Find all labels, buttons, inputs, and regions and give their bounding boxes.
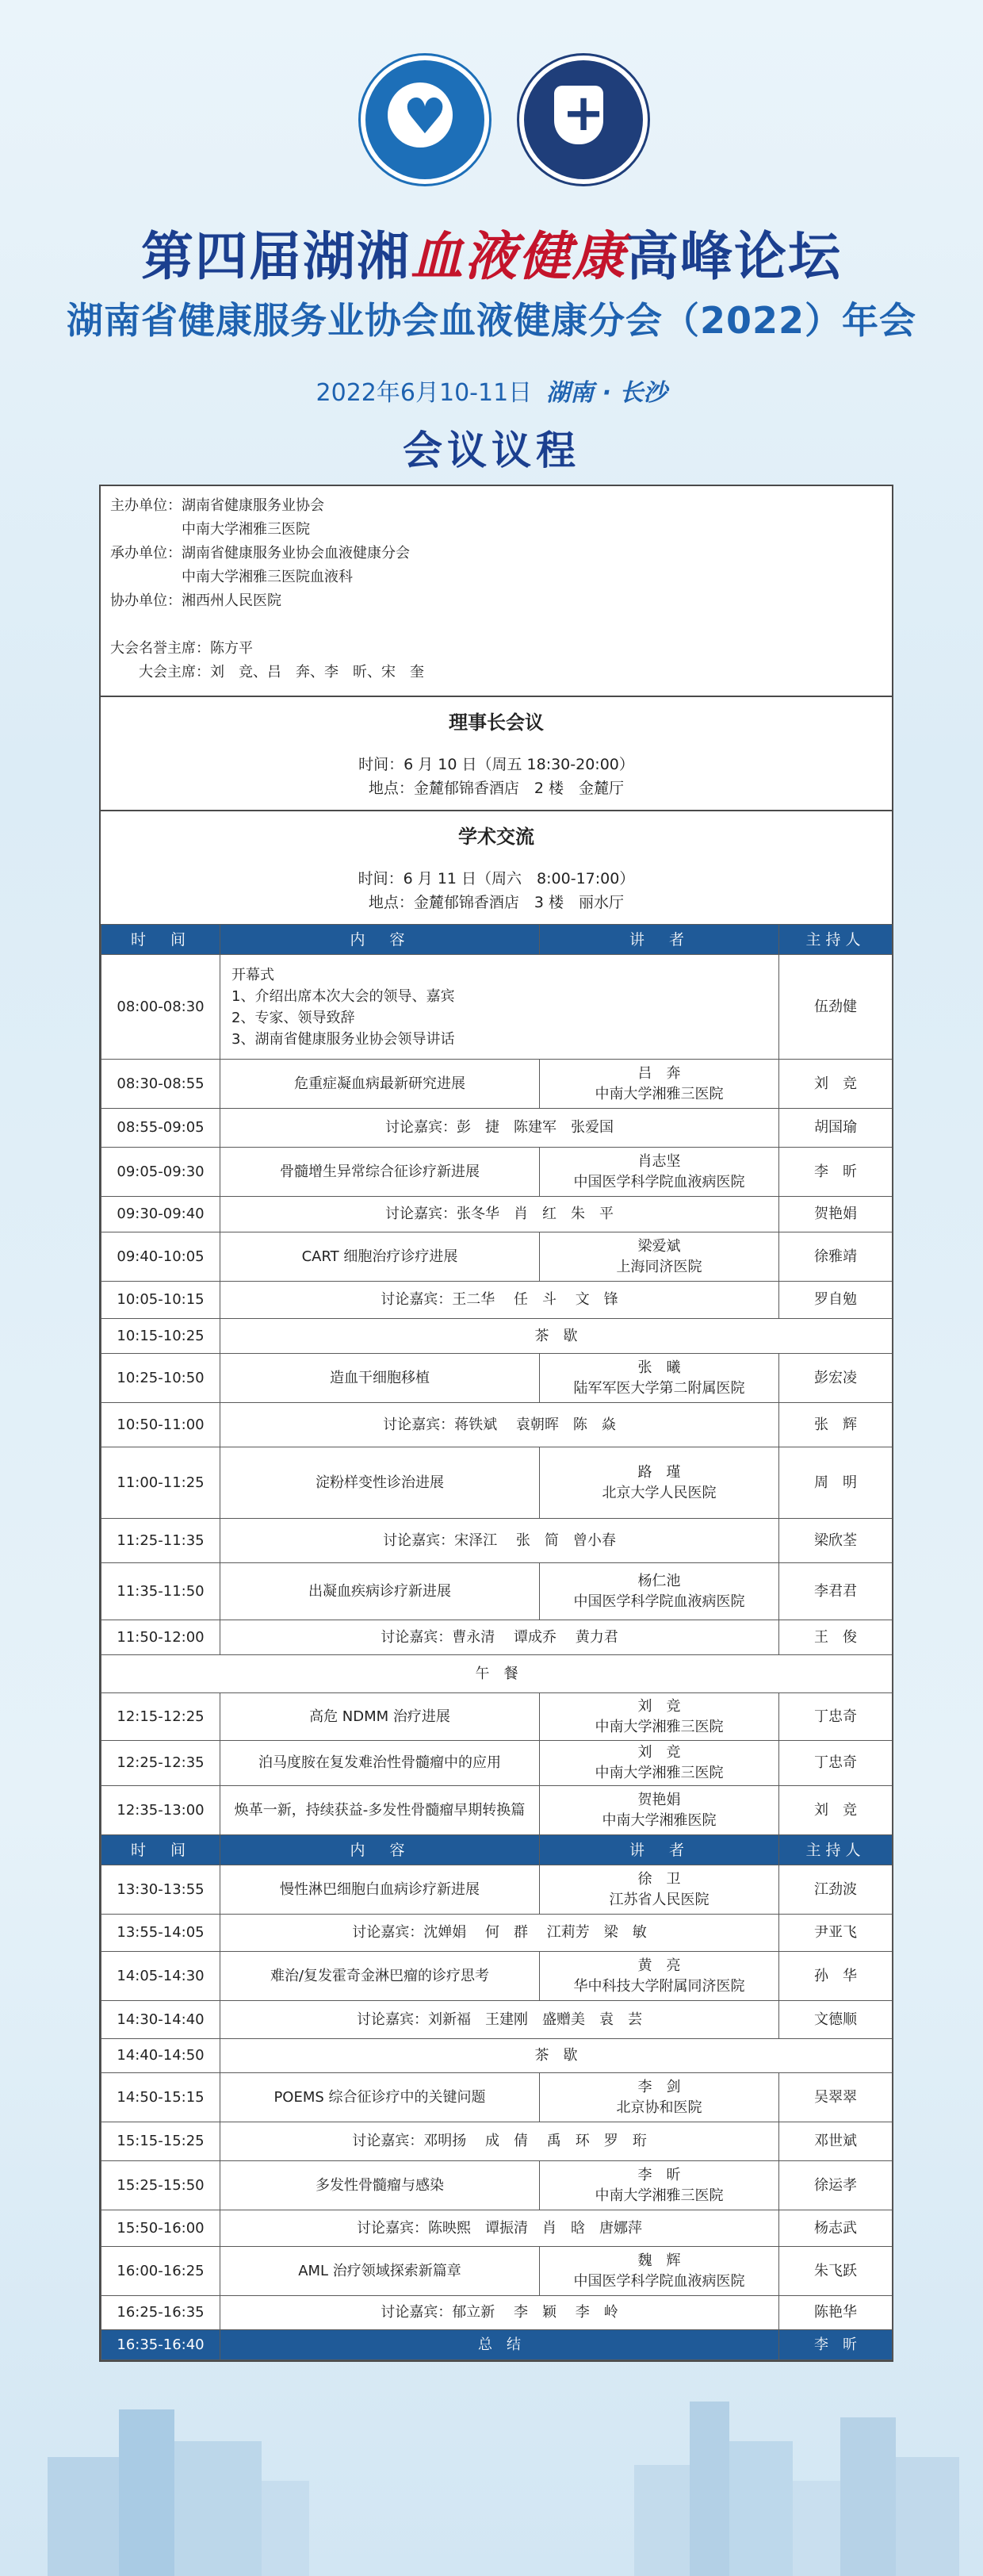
discussion-cell: 讨论嘉宾：彭 捷 陈建军 张爱国 bbox=[220, 1109, 779, 1148]
table-row bbox=[101, 1865, 893, 1915]
host-cell: 徐雅靖 bbox=[779, 1232, 893, 1282]
topic-cell: 出凝血疾病诊疗新进展 bbox=[220, 1563, 540, 1620]
time-cell: 12:15-12:25 bbox=[101, 1693, 220, 1741]
city-skyline bbox=[0, 2379, 983, 2576]
speaker-org: 北京大学人民医院 bbox=[602, 1484, 717, 1501]
time-cell: 16:25-16:35 bbox=[101, 2296, 220, 2330]
speaker-cell bbox=[540, 1693, 779, 1741]
host-cell: 朱飞跃 bbox=[779, 2247, 893, 2296]
discussion-cell: 讨论嘉宾：王二华 任 斗 文 锋 bbox=[220, 1282, 779, 1319]
speaker-name: 吕 奔 bbox=[637, 1064, 681, 1082]
table-row bbox=[101, 1620, 893, 1655]
host-cell: 李 昕 bbox=[779, 1148, 893, 1197]
discussion-cell: 讨论嘉宾：邓明扬 成 倩 禹 环 罗 珩 bbox=[220, 2122, 779, 2161]
board-meeting-title: 理事长会议 bbox=[449, 711, 544, 734]
board-meeting bbox=[101, 697, 892, 811]
association-logo-icon bbox=[361, 56, 489, 184]
speaker-name: 杨仁池 bbox=[637, 1572, 681, 1589]
topic-cell: 焕革一新，持续获益-多发性骨髓瘤早期转换篇 bbox=[220, 1786, 540, 1835]
forum-title bbox=[0, 214, 983, 289]
time-cell: 08:00-08:30 bbox=[101, 955, 220, 1060]
table-row bbox=[101, 1319, 893, 1354]
discussion-cell: 讨论嘉宾：曹永清 谭成乔 黄力君 bbox=[220, 1620, 779, 1655]
opening-row bbox=[101, 955, 893, 1060]
host-cell: 胡国瑜 bbox=[779, 1109, 893, 1148]
table-row bbox=[101, 2122, 893, 2161]
time-cell: 14:40-14:50 bbox=[101, 2039, 220, 2073]
speaker-org: 华中科技大学附属同济医院 bbox=[573, 1977, 745, 1995]
host-cell: 李 昕 bbox=[779, 2330, 893, 2360]
speaker-header: 讲 者 bbox=[540, 1835, 779, 1865]
table-row bbox=[101, 1952, 893, 2001]
speaker-name: 李 昕 bbox=[637, 2166, 681, 2183]
table-header-row bbox=[101, 1835, 893, 1865]
host-cell: 江劲波 bbox=[779, 1865, 893, 1915]
table-row bbox=[101, 1403, 893, 1447]
speaker-org: 陆军军医大学第二附属医院 bbox=[573, 1379, 745, 1397]
opening-content bbox=[220, 955, 779, 1060]
host-cell: 丁忠奇 bbox=[779, 1693, 893, 1741]
time-cell: 13:55-14:05 bbox=[101, 1915, 220, 1952]
time-header: 时 间 bbox=[101, 1835, 220, 1865]
academic-time: 时间：6 月 11 日（周六 8:00-17:00） bbox=[358, 870, 635, 887]
organizer-line: 中南大学湘雅三医院 bbox=[110, 521, 310, 538]
speaker-cell bbox=[540, 1354, 779, 1403]
break-cell: 茶 歇 bbox=[220, 2039, 893, 2073]
host-header: 主持人 bbox=[779, 925, 893, 955]
time-cell: 12:25-12:35 bbox=[101, 1741, 220, 1786]
speaker-name: 徐 卫 bbox=[637, 1870, 681, 1888]
board-meeting-place: 地点：金麓郁锦香酒店 2 楼 金麓厅 bbox=[368, 780, 625, 797]
organizer-line: 主办单位：湖南省健康服务业协会 bbox=[110, 497, 324, 514]
academic-title: 学术交流 bbox=[458, 826, 534, 848]
title-part1: 第四届湖湘 bbox=[141, 226, 411, 287]
speaker-cell bbox=[540, 1865, 779, 1915]
host-cell: 李君君 bbox=[779, 1563, 893, 1620]
meeting-city: 湖南 · 长沙 bbox=[546, 379, 667, 407]
host-cell: 伍劲健 bbox=[779, 955, 893, 1060]
logos bbox=[0, 56, 983, 190]
table-row bbox=[101, 1693, 893, 1741]
host-header: 主持人 bbox=[779, 1835, 893, 1865]
opening-line: 开幕式 bbox=[231, 966, 274, 983]
table-row bbox=[101, 2039, 893, 2073]
speaker-org: 北京协和医院 bbox=[616, 2099, 702, 2116]
topic-cell: 多发性骨髓瘤与感染 bbox=[220, 2161, 540, 2210]
table-row bbox=[101, 2073, 893, 2122]
agenda-sheet bbox=[99, 485, 893, 2362]
host-cell: 尹亚飞 bbox=[779, 1915, 893, 1952]
host-cell: 丁忠奇 bbox=[779, 1741, 893, 1786]
lunch-row bbox=[101, 1655, 893, 1693]
time-cell: 10:25-10:50 bbox=[101, 1354, 220, 1403]
speaker-org: 中南大学湘雅三医院 bbox=[595, 1085, 724, 1102]
discussion-cell: 讨论嘉宾：蒋铁斌 袁朝晖 陈 焱 bbox=[220, 1403, 779, 1447]
speaker-org: 中南大学湘雅三医院 bbox=[595, 1765, 724, 1781]
time-cell: 10:05-10:15 bbox=[101, 1282, 220, 1319]
speaker-name: 魏 辉 bbox=[637, 2252, 681, 2269]
speaker-org: 中南大学湘雅医院 bbox=[602, 1811, 717, 1829]
table-row bbox=[101, 1197, 893, 1232]
time-cell: 09:30-09:40 bbox=[101, 1197, 220, 1232]
table-row bbox=[101, 1282, 893, 1319]
meeting-subtitle: 湖南省健康服务业协会血液健康分会（2022）年会 bbox=[66, 299, 917, 342]
title-highlight: 血液健康 bbox=[411, 226, 626, 287]
speaker-cell bbox=[540, 1786, 779, 1835]
meeting-date: 2022年6月10-11日 bbox=[316, 379, 533, 407]
opening-line: 2、专家、领导致辞 bbox=[231, 1009, 355, 1026]
agenda-table bbox=[101, 924, 893, 2360]
host-cell: 文德顺 bbox=[779, 2001, 893, 2039]
time-header: 时 间 bbox=[101, 925, 220, 955]
topic-cell: 危重症凝血病最新研究进展 bbox=[220, 1060, 540, 1109]
table-row bbox=[101, 2296, 893, 2330]
hospital-logo-icon bbox=[519, 56, 648, 184]
speaker-name: 梁爱斌 bbox=[637, 1237, 681, 1255]
speaker-cell bbox=[540, 2247, 779, 2296]
time-cell: 11:25-11:35 bbox=[101, 1519, 220, 1563]
speaker-cell bbox=[540, 1741, 779, 1786]
table-row bbox=[101, 1915, 893, 1952]
speaker-org: 中南大学湘雅三医院 bbox=[595, 1718, 724, 1735]
table-row bbox=[101, 1563, 893, 1620]
discussion-cell: 讨论嘉宾：刘新福 王建刚 盛赠美 袁 芸 bbox=[220, 2001, 779, 2039]
speaker-name: 刘 竞 bbox=[637, 1744, 681, 1761]
chairs: 大会主席：刘 竞、吕 奔、李 昕、宋 奎 bbox=[110, 664, 424, 680]
board-meeting-time: 时间：6 月 10 日（周五 18:30-20:00） bbox=[358, 756, 634, 773]
table-row bbox=[101, 2161, 893, 2210]
time-cell: 08:55-09:05 bbox=[101, 1109, 220, 1148]
speaker-org: 江苏省人民医院 bbox=[609, 1891, 710, 1908]
speaker-name: 贺艳娟 bbox=[637, 1791, 681, 1808]
host-cell: 罗自勉 bbox=[779, 1282, 893, 1319]
topic-cell: 慢性淋巴细胞白血病诊疗新进展 bbox=[220, 1865, 540, 1915]
closing-cell: 总 结 bbox=[220, 2330, 779, 2360]
table-header-row bbox=[101, 925, 893, 955]
speaker-name: 路 瑾 bbox=[637, 1463, 681, 1481]
speaker-cell bbox=[540, 1952, 779, 2001]
speaker-org: 中国医学科学院血液病医院 bbox=[573, 1593, 745, 1610]
discussion-cell: 讨论嘉宾：沈婵娟 何 群 江莉芳 梁 敏 bbox=[220, 1915, 779, 1952]
academic-session bbox=[101, 811, 892, 924]
discussion-cell: 讨论嘉宾：张冬华 肖 红 朱 平 bbox=[220, 1197, 779, 1232]
time-cell: 11:35-11:50 bbox=[101, 1563, 220, 1620]
speaker-cell bbox=[540, 1447, 779, 1519]
time-cell: 16:35-16:40 bbox=[101, 2330, 220, 2360]
host-cell: 梁欣荃 bbox=[779, 1519, 893, 1563]
host-cell: 王 俊 bbox=[779, 1620, 893, 1655]
speaker-cell bbox=[540, 1232, 779, 1282]
topic-cell: 造血干细胞移植 bbox=[220, 1354, 540, 1403]
host-cell: 周 明 bbox=[779, 1447, 893, 1519]
topic-cell: POEMS 综合征诊疗中的关键问题 bbox=[220, 2073, 540, 2122]
organizer-info bbox=[101, 486, 892, 697]
closing-row bbox=[101, 2330, 893, 2360]
speaker-cell bbox=[540, 1148, 779, 1197]
speaker-cell bbox=[540, 2161, 779, 2210]
time-cell: 15:25-15:50 bbox=[101, 2161, 220, 2210]
content-header: 内 容 bbox=[220, 925, 540, 955]
speaker-org: 中国医学科学院血液病医院 bbox=[573, 1173, 745, 1190]
time-cell: 10:50-11:00 bbox=[101, 1403, 220, 1447]
content-header: 内 容 bbox=[220, 1835, 540, 1865]
opening-line: 1、介绍出席本次大会的领导、嘉宾 bbox=[231, 987, 455, 1005]
topic-cell: CART 细胞治疗诊疗进展 bbox=[220, 1232, 540, 1282]
topic-cell: 高危 NDMM 治疗进展 bbox=[220, 1693, 540, 1741]
host-cell: 徐运孝 bbox=[779, 2161, 893, 2210]
time-cell: 11:50-12:00 bbox=[101, 1620, 220, 1655]
speaker-org: 上海同济医院 bbox=[616, 1258, 702, 1275]
academic-place: 地点：金麓郁锦香酒店 3 楼 丽水厅 bbox=[368, 894, 625, 911]
organizer-line: 协办单位：湘西州人民医院 bbox=[110, 592, 281, 609]
time-cell: 12:35-13:00 bbox=[101, 1786, 220, 1835]
host-cell: 邓世斌 bbox=[779, 2122, 893, 2161]
speaker-name: 张 曦 bbox=[637, 1359, 681, 1376]
speaker-cell bbox=[540, 2073, 779, 2122]
table-row bbox=[101, 1741, 893, 1786]
discussion-cell: 讨论嘉宾：郁立新 李 颖 李 岭 bbox=[220, 2296, 779, 2330]
time-cell: 13:30-13:55 bbox=[101, 1865, 220, 1915]
speaker-org: 中国医学科学院血液病医院 bbox=[573, 2272, 745, 2290]
topic-cell: 难治/复发霍奇金淋巴瘤的诊疗思考 bbox=[220, 1952, 540, 2001]
time-cell: 10:15-10:25 bbox=[101, 1319, 220, 1354]
host-cell: 彭宏凌 bbox=[779, 1354, 893, 1403]
time-cell: 09:40-10:05 bbox=[101, 1232, 220, 1282]
speaker-name: 刘 竞 bbox=[637, 1697, 681, 1715]
speaker-org: 中南大学湘雅三医院 bbox=[595, 2187, 724, 2204]
time-cell: 15:50-16:00 bbox=[101, 2210, 220, 2247]
speaker-cell bbox=[540, 1060, 779, 1109]
host-cell: 杨志武 bbox=[779, 2210, 893, 2247]
host-cell: 张 辉 bbox=[779, 1403, 893, 1447]
host-cell: 孙 华 bbox=[779, 1952, 893, 2001]
time-cell: 08:30-08:55 bbox=[101, 1060, 220, 1109]
host-cell: 刘 竞 bbox=[779, 1786, 893, 1835]
discussion-cell: 讨论嘉宾：宋泽江 张 简 曾小春 bbox=[220, 1519, 779, 1563]
table-row bbox=[101, 1786, 893, 1835]
host-cell: 吴翠翠 bbox=[779, 2073, 893, 2122]
speaker-cell bbox=[540, 1563, 779, 1620]
break-cell: 茶 歇 bbox=[220, 1319, 893, 1354]
table-row bbox=[101, 2001, 893, 2039]
organizer-line: 中南大学湘雅三医院血液科 bbox=[110, 569, 353, 585]
time-cell: 14:30-14:40 bbox=[101, 2001, 220, 2039]
topic-cell: 骨髓增生异常综合征诊疗新进展 bbox=[220, 1148, 540, 1197]
speaker-name: 黄 亮 bbox=[637, 1957, 681, 1974]
table-row bbox=[101, 2210, 893, 2247]
time-cell: 11:00-11:25 bbox=[101, 1447, 220, 1519]
table-row bbox=[101, 1519, 893, 1563]
speaker-header: 讲 者 bbox=[540, 925, 779, 955]
title-part2: 高峰论坛 bbox=[626, 226, 842, 287]
speaker-name: 肖志坚 bbox=[637, 1152, 681, 1170]
table-row bbox=[101, 1232, 893, 1282]
topic-cell: 泊马度胺在复发难治性骨髓瘤中的应用 bbox=[220, 1741, 540, 1786]
discussion-cell: 讨论嘉宾：陈映熙 谭振清 肖 晗 唐娜萍 bbox=[220, 2210, 779, 2247]
lunch-cell: 午 餐 bbox=[101, 1655, 893, 1693]
table-row bbox=[101, 1354, 893, 1403]
speaker-name: 李 剑 bbox=[637, 2078, 681, 2095]
topic-cell: 淀粉样变性诊治进展 bbox=[220, 1447, 540, 1519]
time-cell: 15:15-15:25 bbox=[101, 2122, 220, 2161]
table-row bbox=[101, 1148, 893, 1197]
time-cell: 16:00-16:25 bbox=[101, 2247, 220, 2296]
table-row bbox=[101, 2247, 893, 2296]
honorary-chair: 大会名誉主席：陈方平 bbox=[110, 640, 253, 657]
host-cell: 贺艳娟 bbox=[779, 1197, 893, 1232]
host-cell: 陈艳华 bbox=[779, 2296, 893, 2330]
organizer-line: 承办单位：湖南省健康服务业协会血液健康分会 bbox=[110, 545, 410, 562]
table-row bbox=[101, 1447, 893, 1519]
topic-cell: AML 治疗领域探索新篇章 bbox=[220, 2247, 540, 2296]
table-row bbox=[101, 1109, 893, 1148]
table-row bbox=[101, 1060, 893, 1109]
meeting-date-city bbox=[0, 373, 983, 408]
time-cell: 09:05-09:30 bbox=[101, 1148, 220, 1197]
time-cell: 14:05-14:30 bbox=[101, 1952, 220, 2001]
agenda-title: 会议议程 bbox=[403, 427, 580, 473]
host-cell: 刘 竞 bbox=[779, 1060, 893, 1109]
opening-line: 3、湖南省健康服务业协会领导讲话 bbox=[231, 1030, 455, 1048]
time-cell: 14:50-15:15 bbox=[101, 2073, 220, 2122]
